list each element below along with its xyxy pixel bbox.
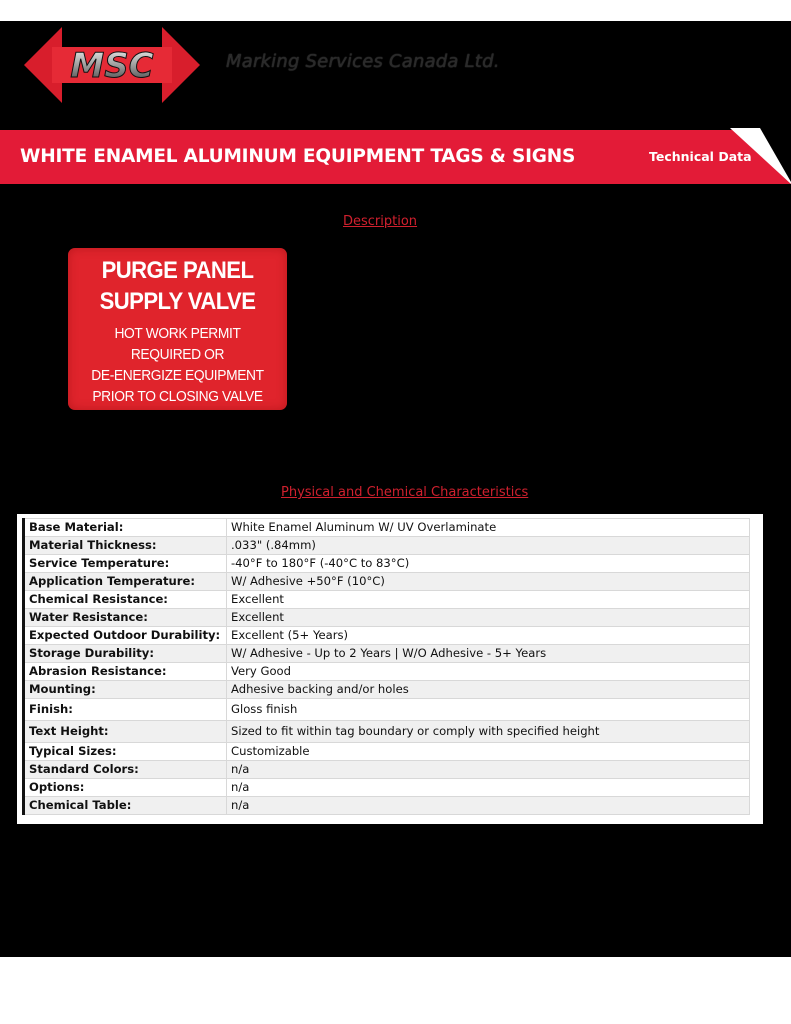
row-value: White Enamel Aluminum W/ UV Overlaminate <box>227 519 750 537</box>
row-value: .033" (.84mm) <box>227 537 750 555</box>
row-label: Service Temperature: <box>24 555 227 573</box>
technical-data-label: Technical Data <box>649 149 752 164</box>
row-value: Sized to fit within tag boundary or comply with specified height <box>227 721 750 743</box>
title-banner <box>0 128 791 184</box>
table-row <box>24 779 750 797</box>
table-row <box>24 627 750 645</box>
svg-text:MSC: MSC <box>70 46 154 86</box>
sign-photo <box>68 248 287 410</box>
row-label: Expected Outdoor Durability: <box>24 627 227 645</box>
row-value: -40°F to 180°F (-40°C to 83°C) <box>227 555 750 573</box>
table-row <box>24 663 750 681</box>
msc-logo <box>22 25 202 105</box>
description-heading: Description <box>343 214 418 229</box>
row-label: Storage Durability: <box>24 645 227 663</box>
sign-title-line2: SUPPLY VALVE <box>99 288 256 315</box>
row-value: Customizable <box>227 743 750 761</box>
characteristics-table <box>22 518 750 815</box>
sign-text-line: REQUIRED OR <box>130 346 225 363</box>
row-label: Chemical Table: <box>24 797 227 815</box>
row-value: Excellent <box>227 609 750 627</box>
row-value: n/a <box>227 779 750 797</box>
company-name: Marking Services Canada Ltd. <box>226 51 500 72</box>
row-value: Adhesive backing and/or holes <box>227 681 750 699</box>
row-label: Water Resistance: <box>24 609 227 627</box>
characteristics-table-container <box>17 514 763 824</box>
sign-title-line1: PURGE PANEL <box>101 257 254 284</box>
document-page <box>0 21 791 957</box>
table-row <box>24 609 750 627</box>
row-value: Very Good <box>227 663 750 681</box>
row-value: W/ Adhesive - Up to 2 Years | W/O Adhesive - 5+ Years <box>227 645 750 663</box>
page-title: WHITE ENAMEL ALUMINUM EQUIPMENT TAGS & SIGNS <box>20 146 576 167</box>
table-row <box>24 573 750 591</box>
table-row <box>24 721 750 743</box>
sign-text-line: DE-ENERGIZE EQUIPMENT <box>91 367 264 384</box>
row-label: Chemical Resistance: <box>24 591 227 609</box>
table-row <box>24 743 750 761</box>
row-value: Excellent <box>227 591 750 609</box>
row-value: W/ Adhesive +50°F (10°C) <box>227 573 750 591</box>
row-label: Typical Sizes: <box>24 743 227 761</box>
row-label: Standard Colors: <box>24 761 227 779</box>
table-row <box>24 555 750 573</box>
row-label: Options: <box>24 779 227 797</box>
characteristics-heading: Physical and Chemical Characteristics <box>281 485 529 500</box>
table-row <box>24 681 750 699</box>
table-row <box>24 797 750 815</box>
row-label: Finish: <box>24 699 227 721</box>
sign-text-line: HOT WORK PERMIT <box>114 325 241 342</box>
table-row <box>24 591 750 609</box>
row-value: n/a <box>227 797 750 815</box>
table-row <box>24 645 750 663</box>
row-label: Base Material: <box>24 519 227 537</box>
table-row <box>24 537 750 555</box>
row-label: Mounting: <box>24 681 227 699</box>
row-value: n/a <box>227 761 750 779</box>
table-row <box>24 761 750 779</box>
table-row <box>24 519 750 537</box>
row-label: Application Temperature: <box>24 573 227 591</box>
row-value: Excellent (5+ Years) <box>227 627 750 645</box>
table-row <box>24 699 750 721</box>
row-label: Abrasion Resistance: <box>24 663 227 681</box>
row-value: Gloss finish <box>227 699 750 721</box>
row-label: Material Thickness: <box>24 537 227 555</box>
row-label: Text Height: <box>24 721 227 743</box>
sign-text-line: PRIOR TO CLOSING VALVE <box>92 388 263 405</box>
